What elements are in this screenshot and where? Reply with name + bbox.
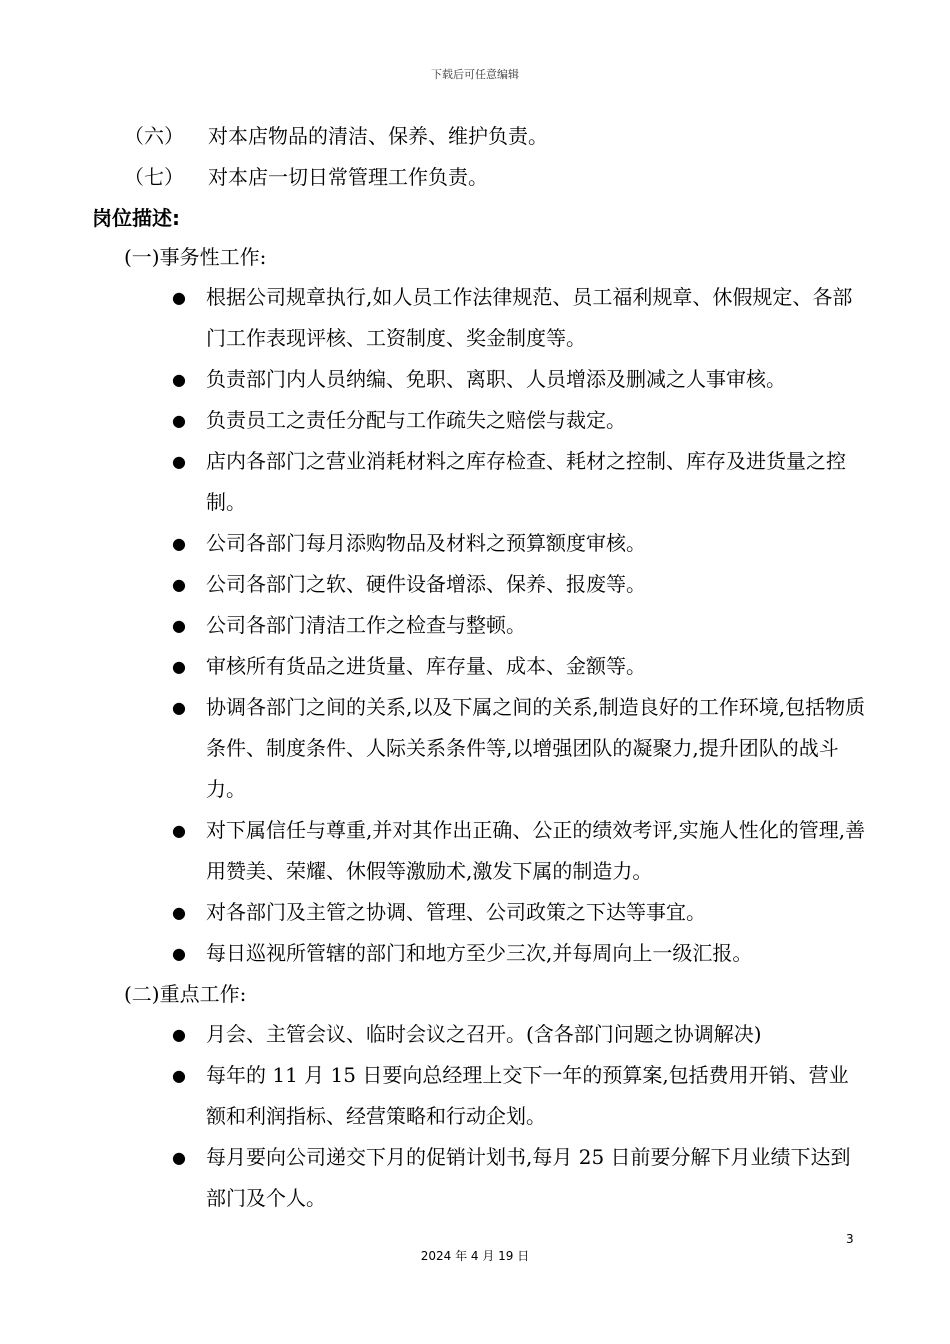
list-item-text: 每年的 11 月 15 日要向总经理上交下一年的预算案,包括费用开销、营业额和利润指标、经营策略和行动企划。 xyxy=(206,1063,849,1128)
list-item-text: 负责部门内人员纳编、免职、离职、人员增添及删减之人事审核。 xyxy=(206,367,786,391)
list-item xyxy=(0,564,866,605)
bullet-icon: ● xyxy=(172,534,186,553)
bullet-icon: ● xyxy=(172,1025,186,1044)
numbered-item-6 xyxy=(124,122,548,150)
list-item-text: 每日巡视所管辖的部门和地方至少三次,并每周向上一级汇报。 xyxy=(206,941,753,965)
bullet-icon: ● xyxy=(172,1066,186,1085)
bullet-icon: ● xyxy=(172,657,186,676)
list-item xyxy=(0,277,866,359)
part1-bullet-list xyxy=(0,277,950,974)
bullet-icon: ● xyxy=(172,616,186,635)
section-title: 岗位描述: xyxy=(92,206,180,230)
part2-title: (二)重点工作: xyxy=(124,982,247,1006)
item-number: （六） xyxy=(124,124,184,148)
list-item-text: 每月要向公司递交下月的促销计划书,每月 25 日前要分解下月业绩下达到部门及个人。 xyxy=(206,1145,851,1210)
list-item xyxy=(0,400,866,441)
bullet-icon: ● xyxy=(172,1148,186,1167)
list-item-text: 公司各部门清洁工作之检查与整顿。 xyxy=(206,613,526,637)
page-number: 3 xyxy=(846,1232,854,1246)
list-item xyxy=(0,359,866,400)
page-header: 下载后可任意编辑 xyxy=(431,68,519,81)
list-item xyxy=(0,810,866,892)
bullet-icon: ● xyxy=(172,452,186,471)
item-text: 对本店物品的清洁、保养、维护负责。 xyxy=(208,124,548,148)
list-item-text: 公司各部门之软、硬件设备增添、保养、报废等。 xyxy=(206,572,646,596)
bullet-icon: ● xyxy=(172,575,186,594)
item-text: 对本店一切日常管理工作负责。 xyxy=(208,165,488,189)
list-item xyxy=(0,646,866,687)
numbered-item-7 xyxy=(124,163,488,191)
list-item xyxy=(0,1055,866,1137)
list-item xyxy=(0,523,866,564)
bullet-icon: ● xyxy=(172,370,186,389)
list-item xyxy=(0,687,866,810)
item-number: （七） xyxy=(124,165,184,189)
bullet-icon: ● xyxy=(172,944,186,963)
list-item xyxy=(0,1137,866,1219)
list-item xyxy=(0,1014,866,1055)
list-item-text: 根据公司规章执行,如人员工作法律规范、员工福利规章、休假规定、各部门工作表现评核、工资制度、奖金制度等。 xyxy=(206,285,853,350)
footer-date: 2024 年 4 月 19 日 xyxy=(420,1249,530,1263)
part1-title: (一)事务性工作: xyxy=(124,245,267,269)
list-item-text: 协调各部门之间的关系,以及下属之间的关系,制造良好的工作环境,包括物质条件、制度条件、人际关系条件等,以增强团队的凝聚力,提升团队的战斗力。 xyxy=(206,695,866,801)
list-item-text: 对下属信任与尊重,并对其作出正确、公正的绩效考评,实施人性化的管理,善用赞美、荣耀、休假等激励术,激发下属的制造力。 xyxy=(206,818,866,883)
bullet-icon: ● xyxy=(172,903,186,922)
list-item-text: 负责员工之责任分配与工作疏失之赔偿与裁定。 xyxy=(206,408,626,432)
bullet-icon: ● xyxy=(172,411,186,430)
list-item-text: 公司各部门每月添购物品及材料之预算额度审核。 xyxy=(206,531,646,555)
bullet-icon: ● xyxy=(172,821,186,840)
list-item xyxy=(0,605,866,646)
list-item xyxy=(0,892,866,933)
bullet-icon: ● xyxy=(172,698,186,717)
bullet-icon: ● xyxy=(172,288,186,307)
part2-bullet-list xyxy=(0,1014,950,1219)
list-item-text: 月会、主管会议、临时会议之召开。(含各部门问题之协调解决) xyxy=(206,1022,762,1046)
list-item-text: 对各部门及主管之协调、管理、公司政策之下达等事宜。 xyxy=(206,900,706,924)
list-item-text: 审核所有货品之进货量、库存量、成本、金额等。 xyxy=(206,654,646,678)
list-item-text: 店内各部门之营业消耗材料之库存检查、耗材之控制、库存及进货量之控制。 xyxy=(206,449,846,514)
list-item xyxy=(0,933,866,974)
list-item xyxy=(0,441,866,523)
